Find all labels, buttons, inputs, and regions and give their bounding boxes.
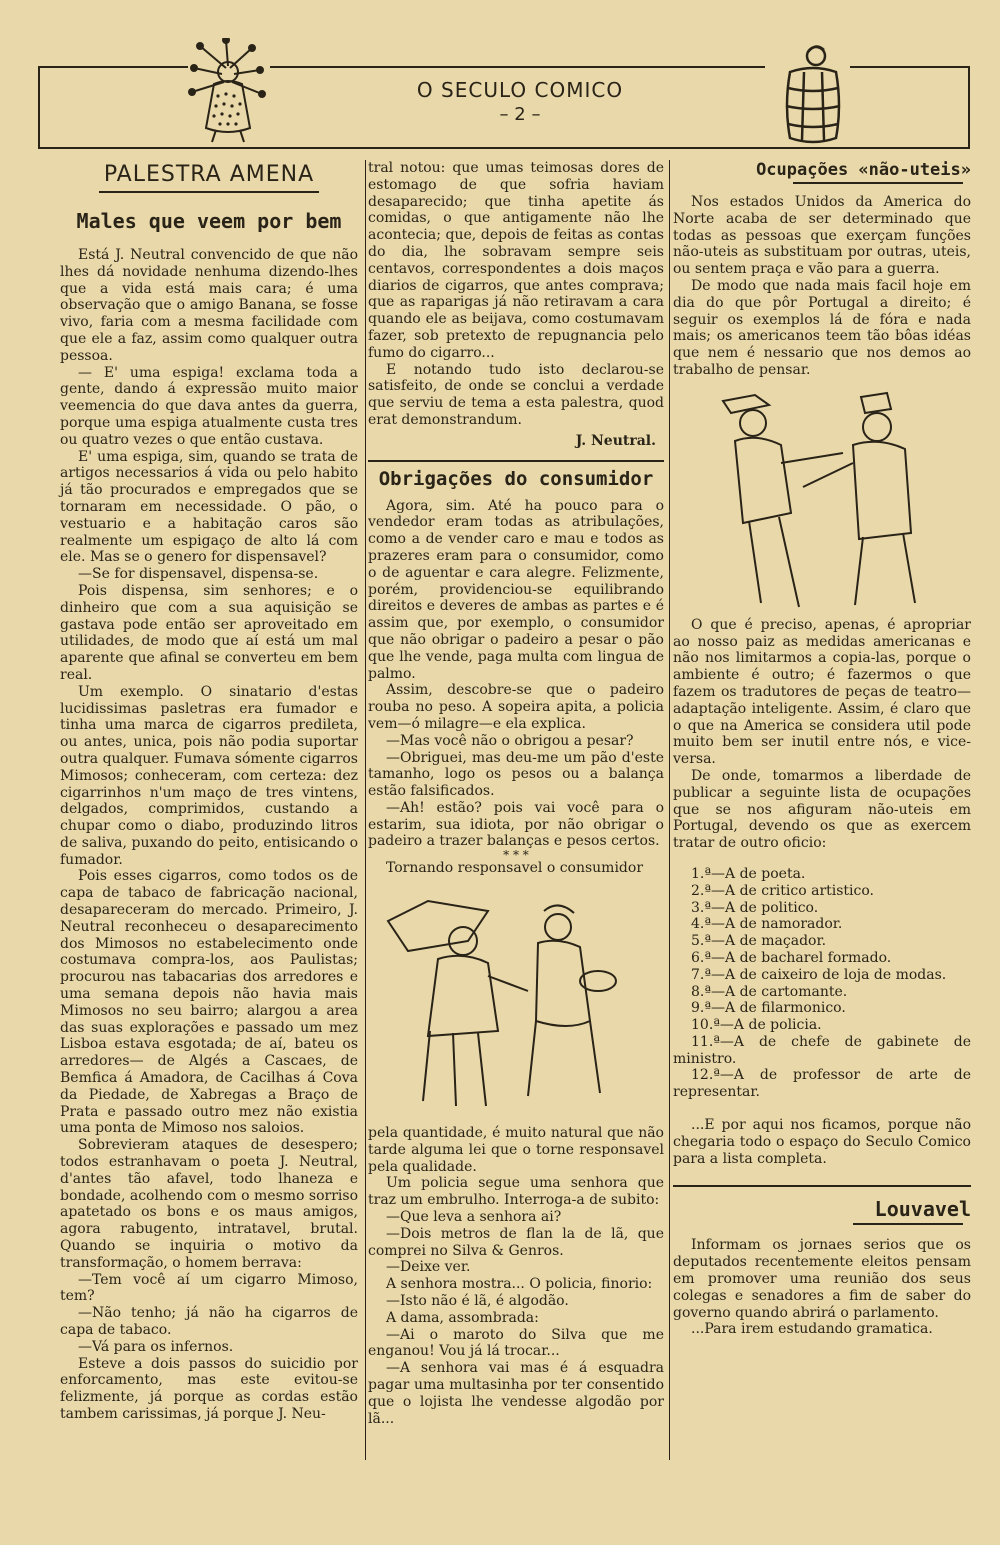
list-item: 6.ª—A de bacharel formado. [691,949,892,966]
section-title-palestra: PALESTRA AMENA [103,162,315,187]
list-item: 5.ª—A de maçador. [691,933,827,950]
middle-continuation: E notando tudo isto declarou-se satisfeito, de onde se conclui a verdade que serviu de tema a esta palestra, quod erat demonstrandum. [368,361,664,428]
middle-paragraph: —Obriguei, mas deu-me um pão d'este tamanho, logo os pesos ou a balança estão falsificados. [368,749,664,800]
list-item: 7.ª—A de caixeiro de loja de modas. [691,966,947,983]
middle-paragraph: —Deixe ver. [386,1259,471,1276]
right-paragraph: ...Para irem estudando gramatica. [691,1321,933,1338]
list-item: 12.ª—A de professor de arte de representar. [673,1067,971,1101]
article-title-obrigacoes: Obrigações do consumidor [378,467,654,490]
left-paragraph: —Se for dispensavel, dispensa-se. [78,566,319,583]
right-paragraph: O que é preciso, apenas, é apropriar ao nosso paiz as medidas americanas e não nos limitarmos a copia-las, porque o ambiente é outro; é fazermos o que fazem os tradutores de peças de teatro—adaptação inteligente. Assim, é claro que o que na America se considera util pode muito bem ser inutil entre nós, e vice-versa. [673,616,971,768]
middle-paragraph: —Isto não é lã, é algodão. [386,1293,569,1310]
left-paragraph: E' uma espiga, sim, quando se trata de artigos necessarios á vida ou pelo habito já tão procurados e empregados que se tornaram em necessidade. O pão, o vestuario e a habitação caros são realmente um espigaço de alto lá com ele. Mas se o genero for dispensavel? [60,448,358,566]
middle-paragraph: —Mas você não o obrigou a pesar? [386,732,634,749]
policeman-and-woman-illustration [368,881,664,1121]
right-paragraph: Informam os jornaes serios que os deputados recentemente eleitos pensam em promover uma reunião dos seus colegas e senadores a fim de saber do governo quando abrirá o parlamento. [673,1237,971,1321]
list-item: 2.ª—A de critico artistico. [691,882,875,899]
list-item: 10.ª—A de policia. [691,1017,822,1034]
left-paragraph: Esteve a dois passos do suicidio por enforcamento, mas este evitou-se felizmente, já porque as cordas estão tambem carissimas, já porque J. Neu- [60,1355,358,1422]
right-paragraph: De onde, tomarmos a liberdade de publicar a seguinte lista de ocupações que se nos afiguram não-uteis em Portugal, devendo os que as exercem tratar de outro oficio: [673,767,971,852]
left-paragraph: Um exemplo. O sinatario d'estas lucidissimas pasletras era fumador e tinha uma marca de cigarros predileta, ou antes, unica, pois não podia suportar outra qualquer. Fumava sómente cigarros Mimosos; conheceram, com certeza: dez cigarrinhos n'um maço de tres vintens, delgados, comprimidos, custando a chupar como o diabo, produzindo litros de saliva, puxando do peito, entisicando o fumador. [60,683,358,868]
left-paragraph: Está J. Neutral convencido de que não lhes dá novidade nenhuma dizendo-lhes que a vida está mais cara; é uma observação que o amigo Banana, se fosse vivo, faria com a mesma facilidade com que ele a faz, assim como qualquer outra pessoa. [60,247,358,364]
list-item: 11.ª—A de chefe de gabinete de ministro. [673,1033,971,1067]
middle-paragraph: Tornando responsavel o consumidor [386,860,644,877]
middle-paragraph: —A senhora vai mas é á esquadra pagar uma multasinha por ter consentido que o lojista lhe vendesse algodão por lã... [368,1360,664,1427]
signature: J. Neutral. [575,432,656,449]
occupations-list [673,866,971,1101]
left-paragraph: — E' uma espiga! exclama toda a gente, dando á expressão muito maior veemencia do que dava antes da guerra, porque uma espiga atualmente custa tres ou quatro vezes o que então custava. [60,364,358,448]
pincushion-doll-icon [186,38,266,144]
middle-paragraph: Um policia segue uma senhora que traz um embrulho. Interroga-a de subito: [368,1175,664,1209]
masthead-title: O SECULO COMICO [416,78,624,102]
section-title-underline [99,191,319,193]
right-column [673,160,971,1338]
list-item: 9.ª—A de filarmonico. [691,1000,846,1017]
middle-paragraph: pela quantidade, é muito natural que não tarde alguma lei que o torne responsavel pela qualidade. [368,1125,664,1175]
article-divider [673,1185,971,1187]
barrel-figure-icon [782,42,844,144]
column-divider-2 [669,160,670,1460]
asterism-separator: * * * [503,848,529,863]
middle-paragraph: Agora, sim. Até ha pouco para o vendedor eram todas as atribulações, como a de vender caro e mau e todos as prazeres eram para o consumidor, como o de aguentar e cara alegre. Felizmente, porém, providenciou-se equilibrando direitos e deveres de ambas as partes e é assim que, por exemplo, o consumidor que não obrigar o padeiro a pesar o pão que lhe vende, paga multa com lingua de palmo. [368,497,664,682]
middle-paragraph: A dama, assombrada: [386,1309,539,1326]
middle-continuation: tral notou: que umas teimosas dores de estomago de que sofria haviam desaparecido; que tinha apetite ás comidas, o que antigamente não lhe acontecia; que, depois de feitas as contas do dia, lhe sobravam sempre seis centavos, correspondentes a dois maços diarios de cigarros, que antes comprava; que as raparigas já não retiravam a cara quando ele as beijava, como costumavam fazer, sob pretexto de repugnancia pelo fumo do cigarro... [368,160,664,361]
soldier-and-civilian-illustration [673,383,971,613]
title-underline [793,182,963,184]
left-paragraph: —Não tenho; já não ha cigarros de capa de tabaco. [60,1305,358,1338]
article-title-males: Males que veem por bem [76,209,342,233]
title-underline [853,1223,963,1225]
middle-paragraph: —Que leva a senhora ai? [386,1209,562,1226]
right-border [968,66,970,148]
article-title-ocupacoes: Ocupações «não-uteis» [756,160,971,180]
middle-paragraph: —Ah! estão? pois vai você para o estarim, sua idiota, por não obrigar o padeiro a trazer balanças e pesos certos. [368,799,664,850]
article-divider [368,460,664,462]
list-item: 8.ª—A de cartomante. [691,983,848,1000]
page-number: – 2 – [499,104,541,125]
right-paragraph: Nos estados Unidos da America do Norte acaba de ser determinado que todas as pessoas que exerçam funções não-uteis as substituam por outras, uteis, ou sentem praça e vão para a guerra. [673,194,971,278]
left-paragraph: —Tem você aí um cigarro Mimoso, tem? [60,1271,358,1305]
left-paragraph: —Vá para os infernos. [78,1338,234,1355]
column-divider-1 [365,160,366,1460]
left-border [38,66,40,148]
middle-paragraph: —Ai o maroto do Silva que me enganou! Vou já lá trocar... [368,1326,664,1360]
left-column [60,160,358,1423]
masthead-top-rule-mid [270,66,765,68]
left-paragraph: Pois esses cigarros, como todos os de capa de tabaco de fabricação nacional, desapareceram do mercado. Primeiro, J. Neutral reconheceu o desaparecimento dos Mimosos no estabelecimento onde costumava compra-los, aos Paulistas; procurou nas tabacarias dos arredores e uma semana depois não havia mais Mimosos no seu bairro; alargou a area das suas explorações e passado um mez Lisboa estava esgotada; de aí, bateu os arredores— de Algés a Cascaes, de Bemfica á Amadora, de Cacilhas á Cova da Piedade, de Xabregas a Braço de Prata e passado outro mez não existia uma ponta de Mimoso nos saloios. [60,868,358,1137]
masthead-top-rule-right [850,66,970,68]
masthead-bottom-rule [38,147,970,149]
closing-paragraph: ...E por aqui nos ficamos, porque não chegaria todo o espaço do Seculo Comico para a lista completa. [673,1117,971,1167]
list-item: 4.ª—A de namorador. [691,916,843,933]
left-paragraph: Pois dispensa, sim senhores; e o dinheiro que com a sua aquisição se gastava pode então ser aproveitado em utilidades, de modo que aí está um mal aparente que afinal se converteu em bem real. [60,582,358,683]
masthead-top-rule-left [38,66,188,68]
middle-paragraph: A senhora mostra... O policia, finorio: [386,1276,653,1293]
article-title-louvavel: Louvavel [874,1197,971,1222]
middle-column [368,160,664,1427]
list-item: 3.ª—A de politico. [691,899,819,916]
right-paragraph: De modo que nada mais facil hoje em dia do que pôr Portugal a direito; é seguir os exemplos lá de fóra e nada mais; os americanos teem tão bôas idéas que nem é nessario que nos demos ao trabalho de pensar. [673,277,971,378]
middle-paragraph: —Dois metros de flan la de lã, que comprei no Silva & Genros. [368,1225,664,1259]
left-paragraph: Sobrevieram ataques de desespero; todos estranhavam o poeta J. Neutral, d'antes tão afavel, todo lhaneza e bondade, acolhendo com o mesmo sorriso apatetado os bons e os maus amigos, agora rabugento, intratavel, brutal. Quando se inquiria o motivo da transformação, o homem berrava: [60,1137,358,1271]
list-item: 1.ª—A de poeta. [691,865,806,882]
middle-paragraph: Assim, descobre-se que o padeiro rouba no peso. A sopeira apita, a policia vem—ó milagre—e ela explica. [368,682,664,732]
